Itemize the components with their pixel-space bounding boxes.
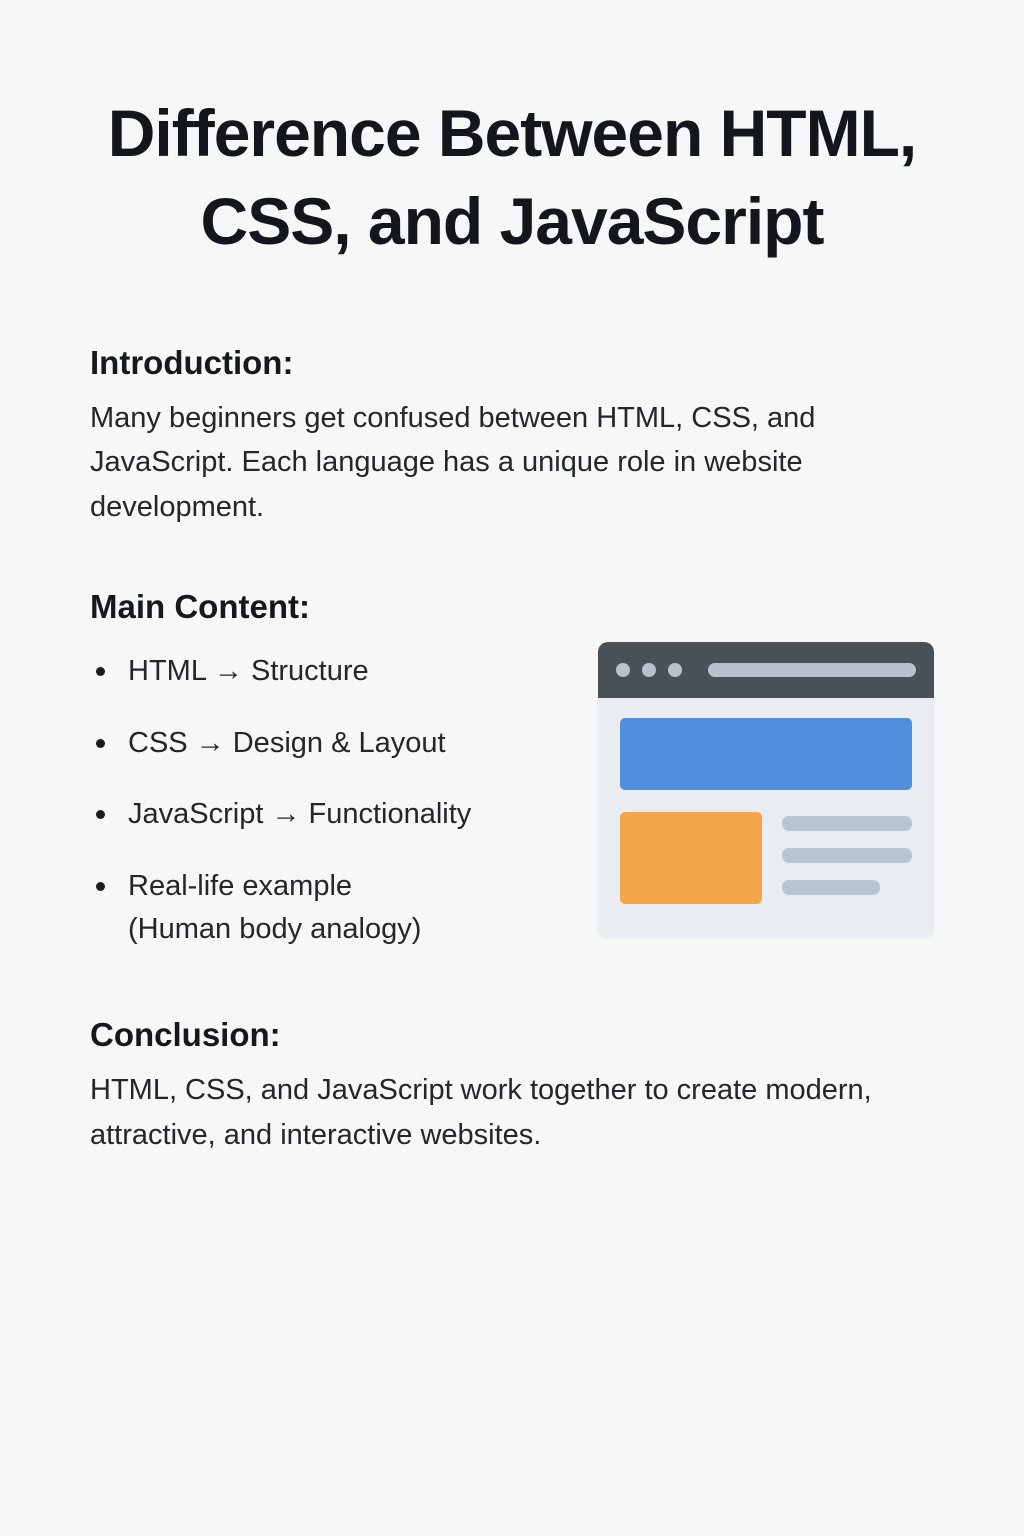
list-item-sublabel: (Human body analogy) [128, 913, 422, 946]
conclusion-heading: Conclusion: [90, 1015, 281, 1053]
list-item-label: JavaScript → Functionality [128, 798, 472, 831]
placeholder-line [782, 816, 912, 831]
list-item-label: Real-life example [128, 869, 353, 902]
browser-window-illustration [598, 642, 934, 938]
list-item [90, 722, 590, 766]
hero-block [620, 718, 912, 790]
main-content-section [90, 588, 934, 952]
introduction-heading: Introduction: [90, 343, 294, 381]
main-content-row [90, 640, 934, 952]
main-content-heading: Main Content: [90, 588, 310, 626]
browser-page-content [598, 698, 934, 938]
conclusion-section [90, 1016, 934, 1158]
introduction-text: Many beginners get confused between HTML, CSS, and JavaScript. Each language has a unique role in website development. [90, 401, 816, 524]
list-item-label: HTML → Structure [128, 655, 369, 688]
window-dot-icon [668, 663, 682, 677]
window-dot-icon [642, 663, 656, 677]
main-content-list [90, 650, 590, 952]
placeholder-text-lines [782, 812, 912, 904]
browser-title-bar [598, 642, 934, 698]
bullet-dot-icon [96, 810, 105, 819]
bullet-dot-icon [96, 739, 105, 748]
page-title: Difference Between HTML, CSS, and JavaScript [107, 96, 917, 258]
address-bar [708, 663, 916, 677]
list-item [90, 793, 590, 837]
list-item [90, 650, 590, 694]
conclusion-text: HTML, CSS, and JavaScript work together to create modern, attractive, and interactive websites. [90, 1073, 872, 1151]
placeholder-line [782, 880, 880, 895]
window-dot-icon [616, 663, 630, 677]
content-row [620, 812, 912, 904]
list-item [90, 865, 590, 952]
placeholder-line [782, 848, 912, 863]
bullet-dot-icon [96, 882, 105, 891]
accent-image-block [620, 812, 762, 904]
bullet-dot-icon [96, 667, 105, 676]
list-item-label: CSS → Design & Layout [128, 726, 446, 759]
introduction-section [90, 344, 934, 531]
